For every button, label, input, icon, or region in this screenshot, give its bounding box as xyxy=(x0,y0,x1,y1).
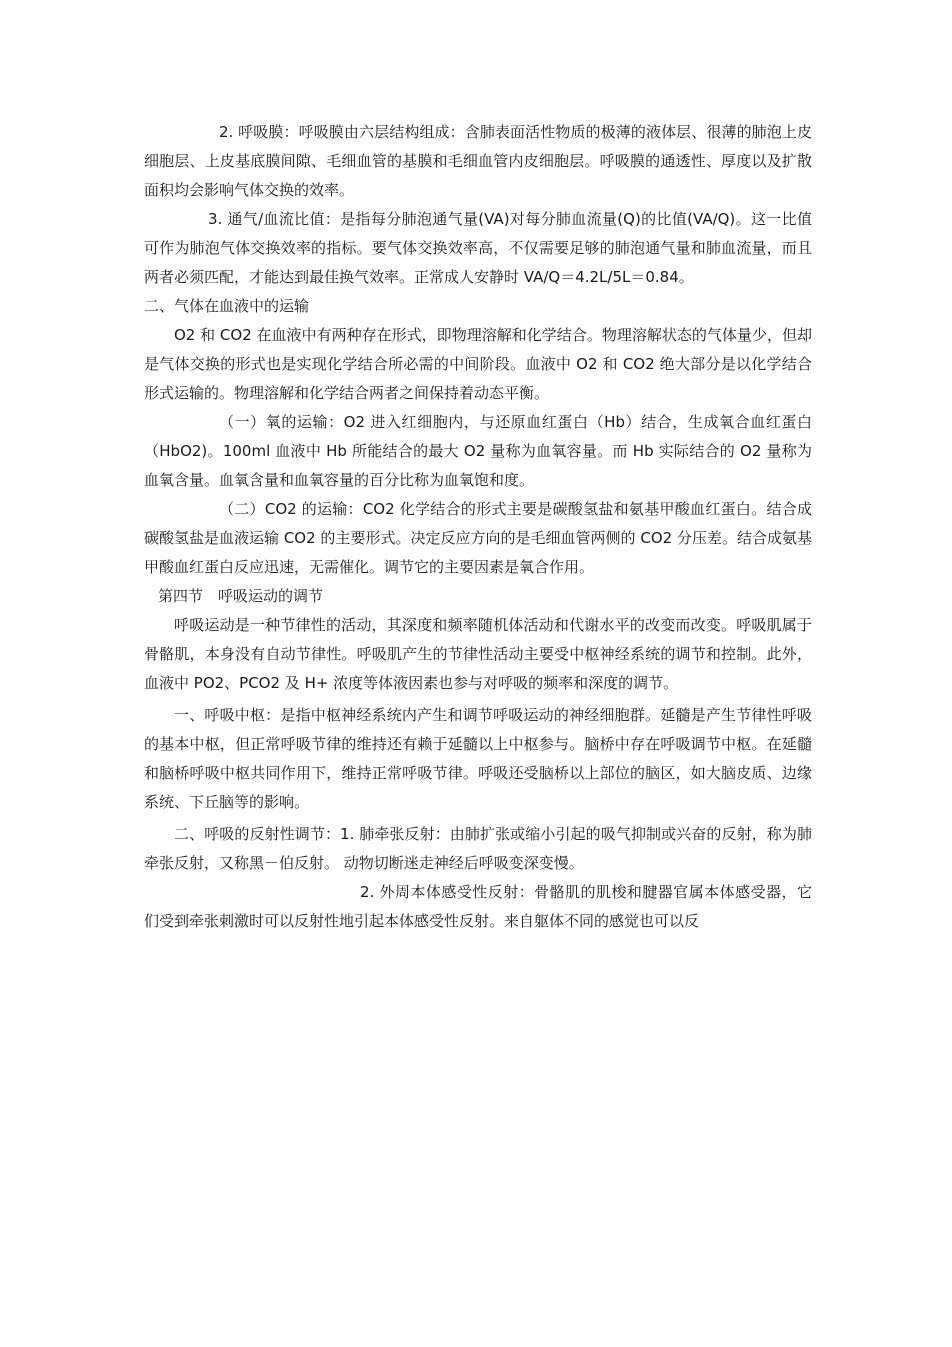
paragraph-respiratory-center: 一、呼吸中枢：是指中枢神经系统内产生和调节呼吸运动的神经细胞群。延髓是产生节律性呼吸的基本中枢，但正常呼吸节律的维持还有赖于延髓以上中枢参与。脑桥中存在呼吸调节中枢。在延髓和脑桥呼吸中枢共同作用下，维持正常呼吸节律。呼吸还受脑桥以上部位的脑区，如大脑皮质、边缘系统、下丘脑等的影响。 xyxy=(144,706,812,811)
section-heading-gas-transport: 二、气体在血液中的运输 xyxy=(144,297,310,315)
paragraph-ventilation-perfusion-ratio: 3. 通气/血流比值：是指每分肺泡通气量(VA)对每分肺血流量(Q)的比值(VA/Q)。这一比值可作为肺泡气体交换效率的指标。要气体交换效率高，不仅需要足够的肺泡通气量和肺血流量，而且两者必须匹配，才能达到最佳换气效率。正常成人安静时 VA/Q＝4.2L/5L＝0.84。 xyxy=(144,210,812,286)
paragraph-respiratory-membrane: 2. 呼吸膜：呼吸膜由六层结构组成：含肺表面活性物质的极薄的液体层、很薄的肺泡上皮细胞层、上皮基底膜间隙、毛细血管的基膜和毛细血管内皮细胞层。呼吸膜的通透性、厚度以及扩散面积均会影响气体交换的效率。 xyxy=(144,123,812,199)
section-heading-respiration-regulation: 第四节 呼吸运动的调节 xyxy=(158,587,324,605)
paragraph-co2-transport: （二）CO2 的运输：CO2 化学结合的形式主要是碳酸氢盐和氨基甲酸血红蛋白。结合成碳酸氢盐是血液运输 CO2 的主要形式。决定反应方向的是毛细血管两侧的 CO2 分压差。结合成氨基甲酸血红蛋白反应迅速，无需催化。调节它的主要因素是氧合作用。 xyxy=(144,500,812,576)
paragraph-respiration-regulation-intro: 呼吸运动是一种节律性的活动，其深度和频率随机体活动和代谢水平的改变而改变。呼吸肌属于骨骼肌，本身没有自动节律性。呼吸肌产生的节律性活动主要受中枢神经系统的调节和控制。此外，血液中 PO2、PCO2 及 H+ 浓度等体液因素也参与对呼吸的频率和深度的调节。 xyxy=(144,616,812,692)
paragraph-gas-transport-intro: O2 和 CO2 在血液中有两种存在形式，即物理溶解和化学结合。物理溶解状态的气体量少，但却是气体交换的形式也是实现化学结合所必需的中间阶段。血液中 O2 和 CO2 绝大部分是以化学结合形式运输的。物理溶解和化学结合两者之间保持着动态平衡。 xyxy=(144,326,812,402)
paragraph-reflex-regulation: 二、呼吸的反射性调节：1. 肺牵张反射：由肺扩张或缩小引起的吸气抑制或兴奋的反射，称为肺牵张反射，又称黑－伯反射。 动物切断迷走神经后呼吸变深变慢。 xyxy=(144,825,812,872)
paragraph-oxygen-transport: （一）氧的运输：O2 进入红细胞内，与还原血红蛋白（Hb）结合，生成氧合血红蛋白（HbO2)。100ml 血液中 Hb 所能结合的最大 O2 量称为血氧容量。而 Hb 实际结合的 O2 量称为血氧含量。血氧含量和血氧容量的百分比称为血氧饱和度。 xyxy=(144,413,812,489)
paragraph-proprioceptive-reflex: 2. 外周本体感受性反射：骨骼肌的肌梭和腱器官属本体感受器，它们受到牵张刺激时可以反射性地引起本体感受性反射。来自躯体不同的感觉也可以反 xyxy=(144,883,812,930)
